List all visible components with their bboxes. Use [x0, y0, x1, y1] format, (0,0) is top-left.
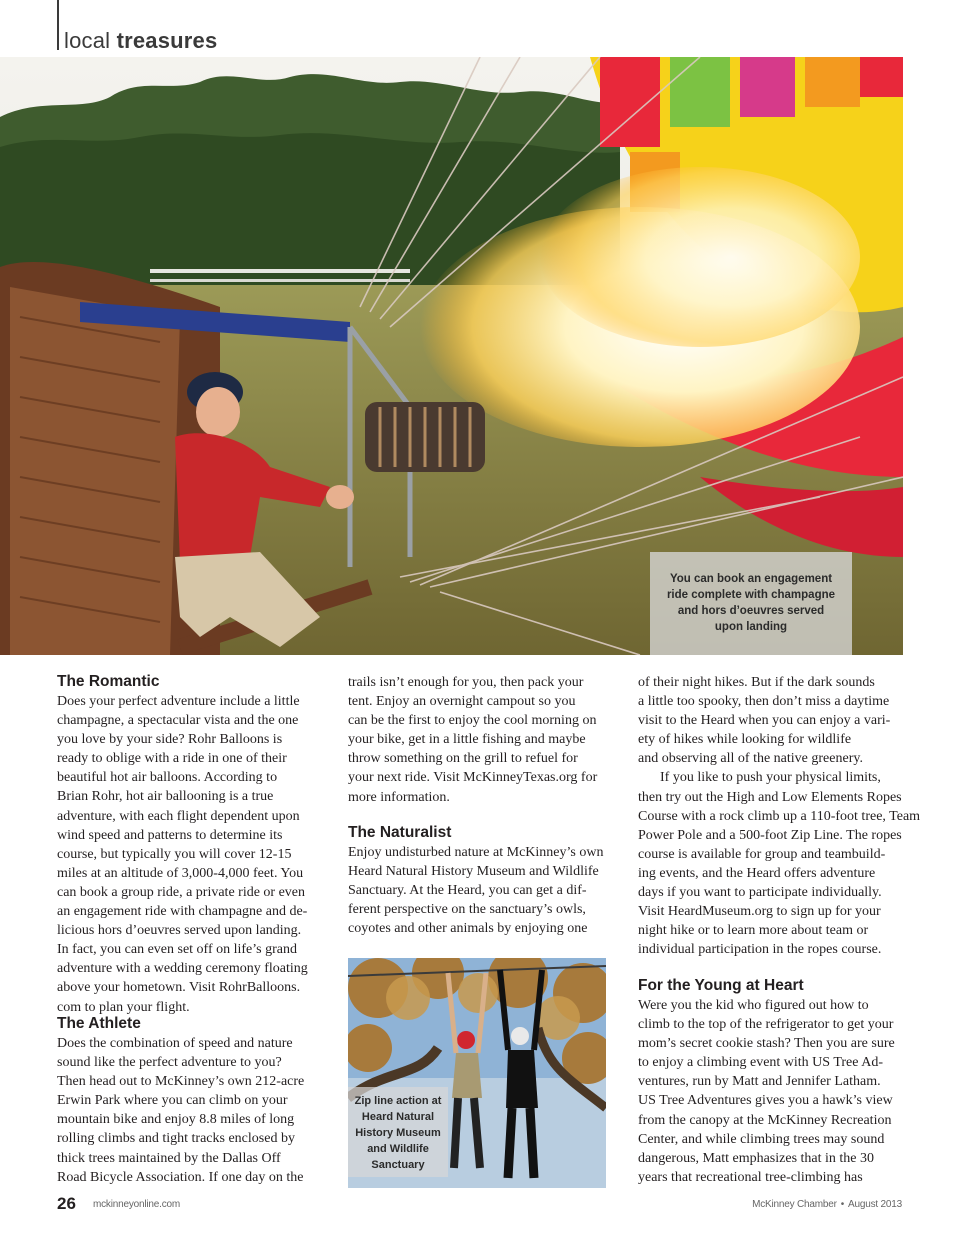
body-line: and observing all of the native greenery.	[638, 751, 863, 767]
body-line: your next ride. Visit McKinneyTexas.org for	[348, 770, 598, 786]
hero-caption-line: You can book an engagement	[669, 573, 833, 585]
body-line: Heard Natural History Museum and Wildlife	[348, 864, 599, 880]
heading-the-athlete: The Athlete	[57, 1015, 141, 1032]
footer-publication-info	[752, 1199, 902, 1210]
footer-issue: August 2013	[848, 1199, 902, 1210]
body-line: of their night hikes. But if the dark sounds	[638, 675, 875, 690]
body-line: days if you want to participate individually.	[638, 885, 882, 901]
body-line: beautiful hot air balloons. According to	[57, 770, 278, 786]
body-line: years that recreational tree-climbing has	[638, 1169, 863, 1185]
zip-caption-line: and Wildlife	[367, 1143, 429, 1155]
body-line: Visit HeardMuseum.org to sign up for your	[638, 904, 881, 920]
column-1-athlete	[57, 1014, 323, 1187]
body-line: trails isn’t enough for you, then pack your	[348, 675, 584, 690]
body-line: Enjoy undisturbed nature at McKinney’s own	[348, 845, 604, 860]
column-2	[348, 673, 610, 807]
body-line: champagne, a spectacular vista and the one	[57, 713, 299, 729]
section-title-bold: treasures	[116, 28, 218, 53]
footer-separator: •	[840, 1199, 845, 1210]
body-line: visit to the Heard when you can enjoy a vari-	[638, 713, 891, 729]
body-line: ety of hikes while looking for wildlife	[638, 732, 852, 748]
body-line: Power Pole and a 500-foot Zip Line. The ropes	[638, 827, 902, 843]
body-line: Sanctuary. At the Heard, you can get a dif-	[348, 883, 587, 899]
body-line: Were you the kid who figured out how to	[638, 998, 869, 1013]
footer-publication: McKinney Chamber	[752, 1199, 837, 1210]
body-line: individual participation in the ropes course.	[638, 942, 882, 958]
body-line: US Tree Adventures gives you a hawk’s view	[638, 1093, 893, 1109]
body-line: throw something on the grill to refuel for	[348, 751, 578, 767]
body-line: com to plan your flight.	[57, 999, 190, 1015]
body-line: an engagement ride with champagne and de-	[57, 904, 308, 920]
body-line: adventure with a wedding ceremony floating	[57, 961, 308, 977]
body-line: a little too spooky, then don’t miss a daytime	[638, 694, 890, 710]
body-line: licious hors d’oeuvres served upon landing.	[57, 923, 302, 939]
column-3	[638, 673, 921, 959]
zipline-photo-caption	[348, 1087, 448, 1177]
header-rule	[57, 0, 59, 50]
body-line: above your hometown. Visit RohrBalloons.	[57, 980, 301, 996]
body-line: Course with a rock climb up a 110-foot tree, Team	[638, 808, 921, 824]
body-line: can book a group ride, a private ride or even	[57, 884, 306, 900]
body-line: sound like the perfect adventure to you?	[57, 1055, 282, 1071]
body-line: can be the first to enjoy the cool morning on	[348, 713, 597, 729]
body-line: Does your perfect adventure include a little	[57, 694, 300, 709]
footer-website-link[interactable]: mckinneyonline.com	[93, 1199, 180, 1210]
body-line: Center, and while climbing trees may sound	[638, 1131, 885, 1147]
body-line: wind speed and patterns to determine its	[57, 827, 283, 843]
hero-caption-line: and hors d’oeuvres served	[677, 605, 825, 617]
body-line: ferent perspective on the sanctuary’s owls,	[348, 902, 586, 918]
body-line: In fact, you can even set off on life’s grand	[57, 942, 297, 958]
body-line: Then head out to McKinney’s own 212-acre	[57, 1074, 305, 1090]
body-line: miles at an altitude of 3,000-4,000 feet. You	[57, 865, 304, 881]
page-number: 26	[57, 1194, 76, 1213]
column-3-young-at-heart	[638, 976, 902, 1187]
section-title	[64, 28, 217, 54]
body-line: thick trees maintained by the Dallas Off	[57, 1150, 281, 1166]
body-line: Brian Rohr, hot air ballooning is a true	[57, 789, 274, 805]
body-line: climb to the top of the refrigerator to get your	[638, 1017, 894, 1033]
zip-caption-line: History Museum	[355, 1127, 441, 1139]
body-line: coyotes and other animals by enjoying one	[348, 921, 588, 937]
body-line: mountain bike and enjoy 8.8 miles of long	[57, 1112, 295, 1128]
body-line: Erwin Park where you can climb on your	[57, 1093, 288, 1109]
heading-the-romantic: The Romantic	[57, 673, 160, 690]
body-line: course, but typically you will cover 12-15	[57, 846, 292, 862]
body-line: dangerous, Matt emphasizes that in the 30	[638, 1150, 874, 1166]
body-line: then try out the High and Low Elements Ropes	[638, 789, 902, 805]
hero-caption-line: ride complete with champagne	[666, 589, 836, 601]
body-line: mom’s secret cookie stash? Then you are sure	[638, 1036, 895, 1052]
body-line: rolling climbs and tight tracks enclosed by	[57, 1131, 295, 1147]
body-line: night hike or to learn more about team or	[638, 923, 869, 939]
body-line: ready to oblige with a ride in one of their	[57, 751, 287, 767]
zip-caption-line: Heard Natural	[361, 1111, 435, 1123]
body-line: If you like to push your physical limits,	[660, 770, 881, 786]
body-line: ing events, and the Heard offers adventure	[638, 865, 876, 881]
body-line: your bike, get in a little fishing and maybe	[348, 732, 586, 748]
section-title-light: local	[64, 28, 117, 53]
body-line: ventures, run by Matt and Jennifer Latham.	[638, 1074, 881, 1090]
hero-photo-caption	[650, 552, 852, 655]
zip-caption-line: Zip line action at	[354, 1095, 442, 1107]
column-1	[57, 672, 323, 1017]
body-line: more information.	[348, 789, 450, 805]
column-2-naturalist	[348, 823, 610, 938]
body-line: you love by your side? Rohr Balloons is	[57, 732, 283, 748]
hero-caption-line: upon landing	[714, 621, 788, 633]
heading-for-the-young-at-heart: For the Young at Heart	[638, 977, 804, 994]
body-line: from the canopy at the McKinney Recreation	[638, 1112, 892, 1128]
heading-the-naturalist: The Naturalist	[348, 824, 452, 841]
body-line: to enjoy a climbing event with US Tree Ad-	[638, 1055, 883, 1071]
body-line: Does the combination of speed and nature	[57, 1036, 293, 1051]
zip-caption-line: Sanctuary	[371, 1159, 425, 1171]
body-line: Road Bicycle Association. If one day on the	[57, 1169, 304, 1185]
body-line: adventure, with each flight dependent upon	[57, 808, 300, 824]
body-line: course is available for group and teambuild-	[638, 846, 886, 862]
body-line: tent. Enjoy an overnight campout so you	[348, 694, 576, 710]
